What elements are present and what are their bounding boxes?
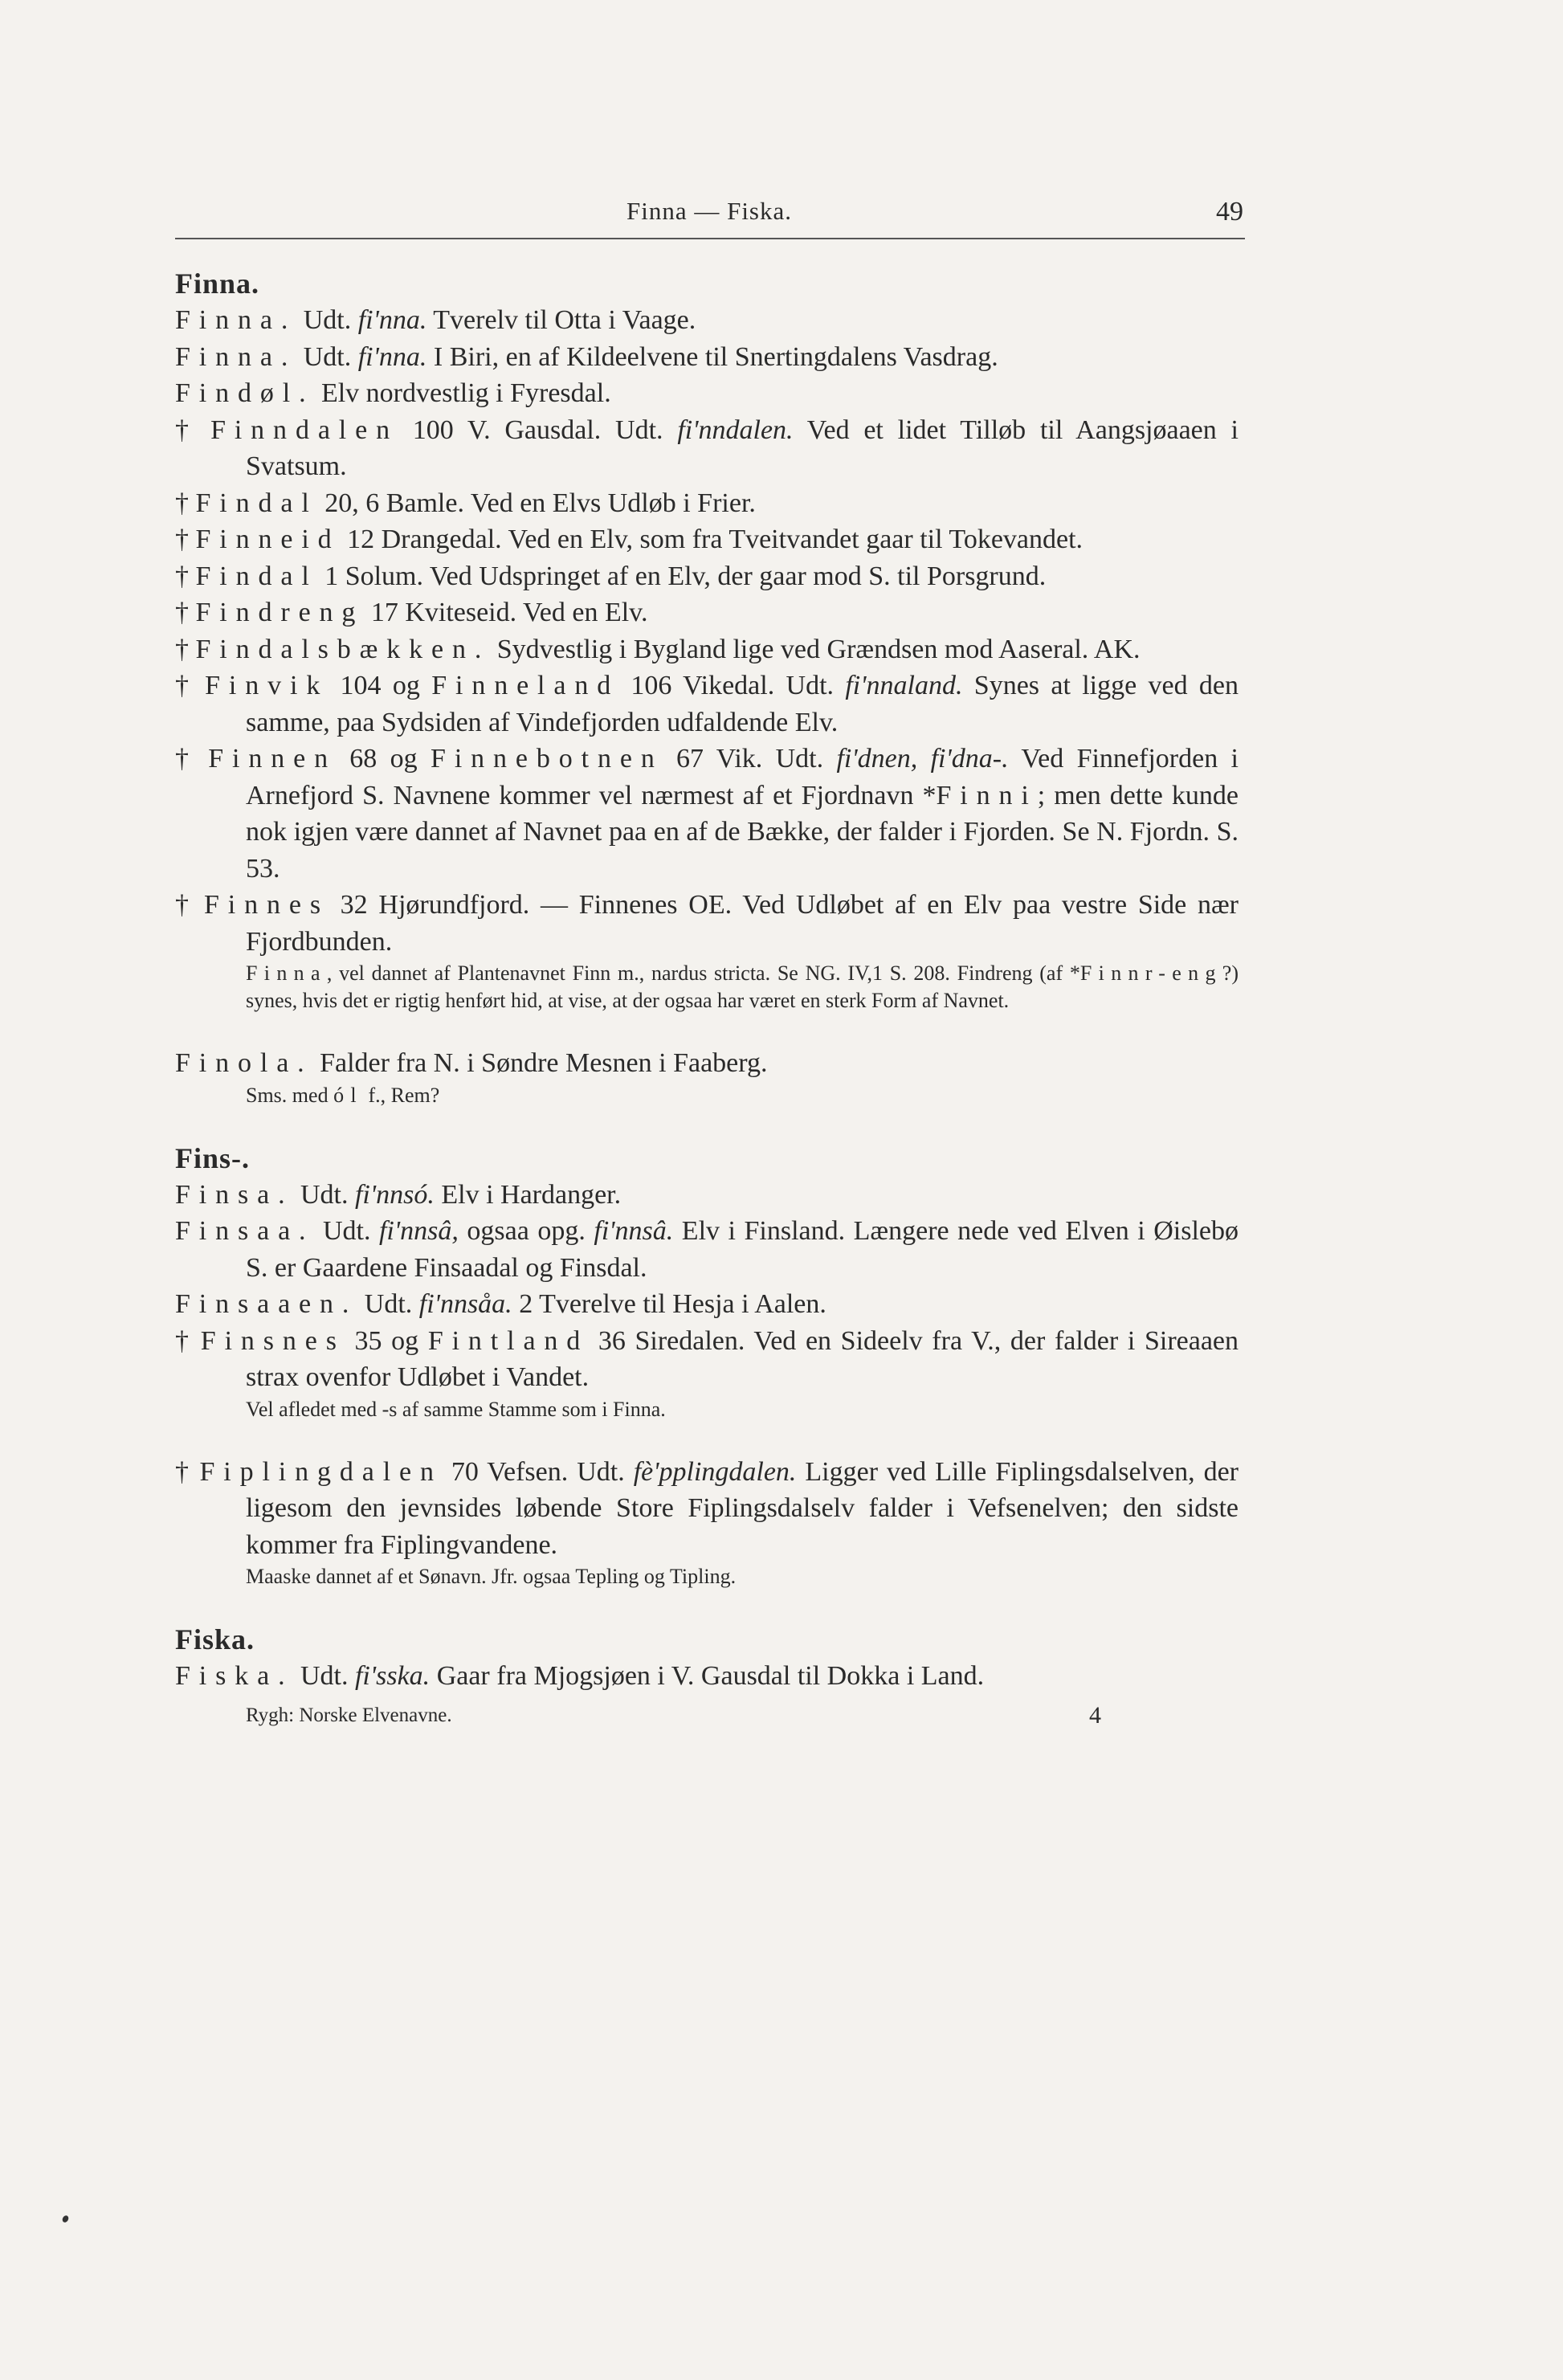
entry-text: 35 og	[345, 1325, 428, 1356]
entry-text: Maaske dannet af et Sønavn. Jfr. ogsaa Tepling og Tipling.	[246, 1565, 737, 1588]
entry	[175, 667, 1239, 741]
entry-text: †	[175, 561, 196, 591]
entry-text: †	[175, 890, 204, 920]
headword: Finneland	[431, 671, 620, 700]
headword: Finna	[246, 961, 327, 985]
entry	[175, 1323, 1239, 1396]
ink-speck	[61, 2215, 70, 2223]
section-gap	[175, 1109, 1239, 1140]
annotation	[175, 960, 1239, 1014]
entry-text: 1 Solum. Ved Udspringet af en Elv, der gaar mod S. til Porsgrund.	[317, 561, 1047, 591]
entry-text: Vel afledet med -s af samme Stamme som i Finna.	[246, 1397, 666, 1421]
entry-text: 106 Vikedal. Udt.	[619, 671, 846, 700]
entry-text: Gaar fra Mjogsjøen i V. Gausdal til Dokka i Land.	[430, 1661, 985, 1691]
annotation	[175, 1563, 1239, 1590]
entry-text: 104 og	[329, 671, 432, 700]
headword: Finnes	[203, 890, 329, 920]
entry-text: Falder fra N. i Søndre Mesnen i Faaberg.	[312, 1048, 768, 1078]
entry-text: †	[175, 744, 209, 774]
entry-text: Ved Finnefjorden i Arnefjord S. Navnene kommer vel nærmest af et Fjordnavn *	[246, 744, 1239, 810]
entry	[175, 412, 1239, 485]
headword: Finna.	[175, 305, 297, 335]
entry-text: 68 og	[336, 744, 431, 774]
entry-text: ogsaa opg.	[458, 1216, 594, 1246]
pronunciation: fè'pplingdalen.	[633, 1456, 797, 1487]
running-title: Finna — Fiska.	[626, 197, 793, 225]
headword: Finsaaen.	[175, 1289, 358, 1319]
entry-text: 20, 6 Bamle. Ved en Elvs Udløb i Frier.	[317, 488, 756, 518]
headword: Finsa.	[175, 1179, 294, 1210]
entry-text: Elv i Finsland. Længere nede ved Elven i Øislebø S. er Gaardene Finsaadal og Finsdal.	[246, 1216, 1239, 1283]
entry-text: Sms. med	[246, 1083, 334, 1107]
entry-text: †	[175, 488, 196, 518]
entry	[175, 1213, 1239, 1286]
entry-text: Synes at ligge ved den samme, paa Sydsiden af Vindefjorden udfaldende Elv.	[246, 671, 1239, 737]
section-gap	[175, 1014, 1239, 1045]
entry-text: I Biri, en af Kildeelvene til Snertingdalens Vasdrag.	[426, 341, 998, 372]
entry	[175, 1454, 1239, 1564]
entry-text: †	[175, 634, 196, 664]
entry-text: Ligger ved Lille Fiplingsdalselven, der ligesom den jevnsides løbende Store Fiplingsdalselv falder i Vefsenelven; den sidste kommer fra Fiplingvandene.	[246, 1456, 1239, 1560]
headword: Finsaa.	[175, 1216, 315, 1246]
signature-mark: 4	[1089, 1701, 1101, 1729]
entry	[175, 339, 1239, 376]
headword: Findøl.	[175, 378, 315, 408]
book-title: Rygh: Norske Elvenavne.	[246, 1704, 452, 1726]
entry-text: 67 Vik. Udt.	[663, 744, 837, 774]
entry-text: †	[175, 1325, 201, 1356]
entry-text: 17 Kviteseid. Ved en Elv.	[364, 598, 648, 627]
headword: Finsnes	[200, 1325, 345, 1356]
entry-text: Tverelv til Otta i Vaage.	[426, 305, 696, 335]
pronunciation: fi'nnsâ,	[378, 1216, 459, 1246]
headword: Findal	[195, 488, 318, 518]
page-header	[175, 197, 1243, 229]
headword: Finnebotnen	[431, 744, 663, 774]
entry	[175, 1177, 1239, 1214]
pronunciation: fi'nna.	[357, 341, 427, 372]
headword: Finneid	[195, 525, 341, 554]
entry-text: Udt.	[293, 1179, 355, 1210]
pronunciation: fi'nndalen.	[677, 414, 794, 445]
entry-text: 2 Tverelve til Hesja i Aalen.	[512, 1289, 826, 1319]
pronunciation: fi'nna.	[357, 305, 427, 335]
entry-text: 32 Hjørundfjord. — Finnenes OE. Ved Udløbet af en Elv paa vestre Side nær Fjordbunden.	[246, 890, 1239, 957]
entry	[175, 302, 1239, 339]
annotation	[175, 1396, 1239, 1423]
headword: Finni	[936, 780, 1038, 810]
entry-text: f., Rem?	[362, 1083, 440, 1107]
entry	[175, 558, 1239, 595]
entry-text: Udt.	[296, 341, 358, 372]
entry-text: ; men dette kunde nok igjen være dannet af Navnet paa en af de Bække, der falder i Fjorden. Se N. Fjordn. S. 53.	[246, 780, 1239, 884]
entry-text: 12 Drangedal. Ved en Elv, som fra Tveitvandet gaar til Tokevandet.	[340, 525, 1083, 554]
header-rule	[175, 238, 1245, 239]
headword: Finola.	[175, 1048, 313, 1078]
headword: Finnen	[208, 744, 337, 774]
entry	[175, 1045, 1239, 1082]
entry	[175, 375, 1239, 412]
entry	[175, 631, 1239, 668]
entry	[175, 594, 1239, 631]
pronunciation: fi'sska.	[354, 1661, 431, 1691]
entry	[175, 887, 1239, 960]
page-number: 49	[1216, 197, 1243, 227]
headword: Findal	[195, 561, 318, 591]
headword: Finnr-eng	[1079, 961, 1222, 985]
main-text	[175, 265, 1239, 1732]
entry-text: Ved et lidet Tilløb til Aangsjøaaen i Svatsum.	[246, 414, 1239, 481]
section-gap	[175, 1423, 1239, 1454]
annotation	[175, 1082, 1239, 1109]
headword: Findalsbækken.	[195, 634, 491, 664]
headword: Finna.	[175, 341, 297, 372]
headword: Fiplingdalen	[199, 1456, 443, 1487]
entry-text: 36 Siredalen. Ved en Sideelv fra V., der falder i Sireaaen strax ovenfor Udløbet i Vandet.	[246, 1325, 1239, 1392]
entry-text: Elv i Hardanger.	[434, 1179, 622, 1210]
section-heading: Finna.	[175, 267, 260, 300]
entry-text: Sydvestlig i Bygland lige ved Grændsen mod Aaseral. AK.	[490, 634, 1141, 664]
entry-text: Elv nordvestlig i Fyresdal.	[314, 378, 611, 408]
entry-text: †	[175, 671, 206, 700]
page-footer	[175, 1700, 1239, 1732]
entry-text: Udt.	[314, 1216, 379, 1246]
section-heading: Fins-.	[175, 1141, 251, 1174]
headword: Findreng	[195, 598, 365, 627]
pronunciation: fi'dnen, fi'dna-.	[836, 744, 1009, 774]
headword: Finvik	[205, 671, 329, 700]
entry-text: †	[175, 525, 196, 554]
entry-text: , vel dannet af Plantenavnet Finn m., nardus stricta. Se NG. IV,1 S. 208. Findreng (af *	[326, 961, 1080, 985]
pronunciation: fi'nnsåa.	[418, 1289, 512, 1319]
entry	[175, 741, 1239, 887]
pronunciation: fi'nnaland.	[845, 671, 963, 700]
entry-text: Udt.	[293, 1661, 355, 1691]
entry-text: 100 V. Gausdal. Udt.	[398, 414, 678, 445]
entry	[175, 1658, 1239, 1695]
headword: Fiska.	[175, 1661, 294, 1691]
entry-text: †	[175, 598, 196, 627]
headword: Finndalen	[210, 414, 398, 445]
pronunciation: fi'nnsâ.	[594, 1216, 674, 1246]
entry-text: †	[175, 414, 211, 445]
entry-text: Udt.	[357, 1289, 419, 1319]
entry	[175, 485, 1239, 522]
section-gap	[175, 1590, 1239, 1621]
headword: Fintland	[427, 1325, 590, 1356]
entry-text: ?) synes, hvis det er rigtig henført hid, at vise, at der ogsaa har været en sterk Form af Navnet.	[246, 961, 1239, 1012]
entry-text: Udt.	[296, 305, 358, 335]
section-heading: Fiska.	[175, 1623, 255, 1655]
entry	[175, 521, 1239, 558]
entry	[175, 1286, 1239, 1323]
entry-text: 70 Vefsen. Udt.	[442, 1456, 634, 1487]
headword: ól	[333, 1083, 363, 1107]
pronunciation: fi'nnsó.	[354, 1179, 435, 1210]
entry-text: †	[175, 1456, 200, 1487]
